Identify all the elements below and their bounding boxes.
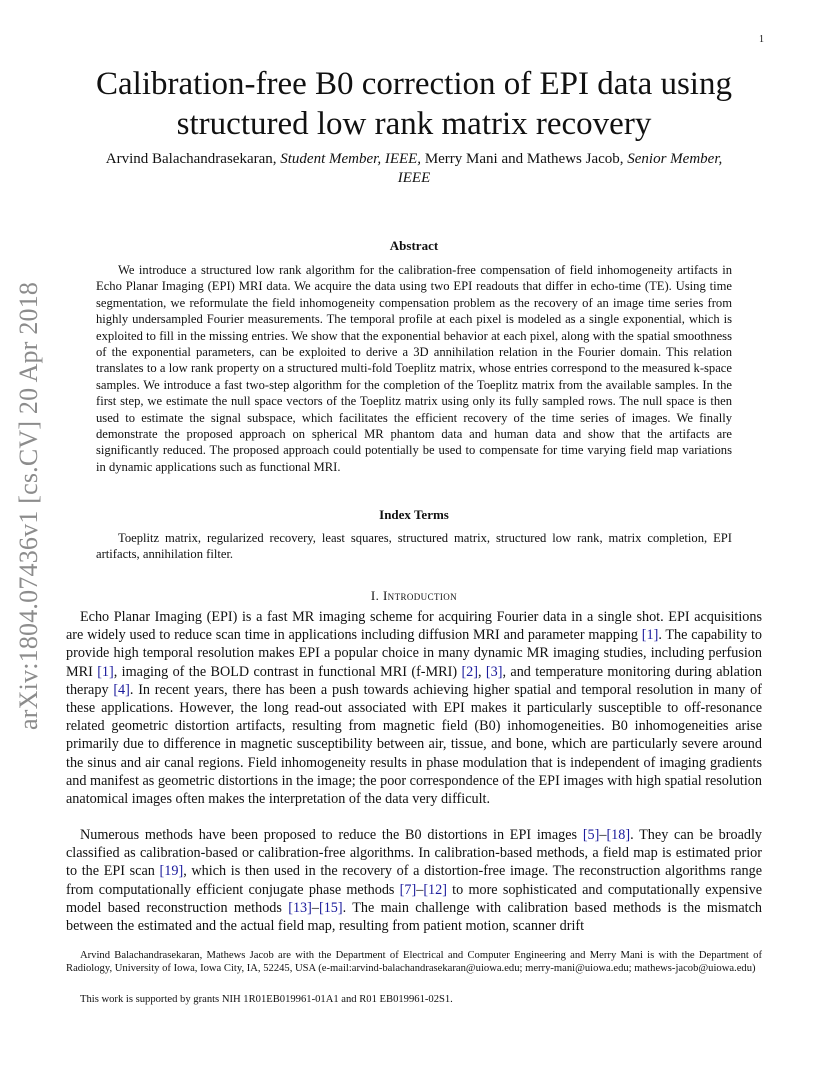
citation-link[interactable]: [5] <box>582 827 600 843</box>
citation-link[interactable]: [19] <box>159 863 184 880</box>
citation-link[interactable]: [4] <box>113 681 130 698</box>
paragraph-text: , imaging of the BOLD contrast in functional MRI (f-MRI) <box>113 663 462 680</box>
paragraph-text: – <box>311 899 319 916</box>
abstract-heading: Abstract <box>389 238 439 253</box>
section-number: I. <box>370 588 383 603</box>
citation-link[interactable]: [3] <box>485 663 503 680</box>
paragraph-text: . They can be broadly classified as calibration-based or calibration-free algorithms. In calibration-based methods, a field map is estimated prior to the EPI scan <box>66 827 762 880</box>
paper-title: Calibration-free B0 correction of EPI data using structured low rank matrix recovery <box>96 66 732 142</box>
author-name: Arvind Balachandrasekaran, <box>105 151 281 167</box>
paragraph-text: – <box>416 881 424 898</box>
section-heading-introduction <box>0 588 828 604</box>
intro-paragraph-2 <box>66 826 762 935</box>
funding-footnote: This work is supported by grants NIH 1R01EB019961-01A1 and R01 EB019961-02S1. <box>80 994 453 1005</box>
citation-link[interactable]: [1] <box>97 663 114 680</box>
author-line <box>96 150 732 188</box>
author-name: Merry Mani and Mathews Jacob, <box>421 151 628 167</box>
abstract-body: We introduce a structured low rank algorithm for the calibration-free compensation of field inhomogeneity artifacts in Echo Planar Imaging (EPI) MRI data. We acquire the data using two EPI readouts that differ in echo-time (TE). Using time segmentation, we reformulate the field inhomogeneity compensation problem as the recovery of an image time series from highly undersampled Fourier measurements. The temporal profile at each pixel is modeled as a single exponential, which is exploited to fill in the missing entries. We show that the exponential behavior at each pixel, along with the spatial smoothness of the exponential parameters, can be exploited to derive a 3D annihilation relation in the Fourier domain. This relation translates to a low rank property on a structured multi-fold Toeplitz matrix, whose entries correspond to the measured k-space samples. We introduce a fast two-step algorithm for the completion of the Toeplitz matrix from the available samples. In the first step, we estimate the null space vectors of the Toeplitz matrix using only its fully sampled rows. The null space is then used to estimate the signal subspace, which facilitates the efficient recovery of the time series of images. We finally demonstrate the proposed approach on spherical MR phantom data and human data and show that the artifacts are significantly reduced. The proposed approach could potentially be used to compensate for time varying field map variations in dynamic applications such as functional MRI. <box>96 263 732 474</box>
affiliation-footnote: Arvind Balachandrasekaran, Mathews Jacob are with the Department of Electrical and Computer Engineering and Merry Mani is with the Department of Radiology, University of Iowa, Iowa City, IA, 52245, USA (e-mail:arvind-balachandrasekaran@uiowa.edu; merry-mani@uiowa.edu; mathews-jacob@uiowa.edu) <box>66 950 762 975</box>
citation-link[interactable]: [15] <box>318 899 343 916</box>
paragraph-text: . The main challenge with calibration based methods is the mismatch between the estimated and the actual field map, resulting from patient motion, scanner drift <box>66 899 762 935</box>
paragraph-text: Numerous methods have been proposed to reduce the B0 distortions in EPI images <box>80 827 583 843</box>
citation-link[interactable]: [1] <box>641 627 659 644</box>
paragraph-text: , and temperature monitoring during ablation therapy <box>66 663 762 698</box>
citation-link[interactable]: [2] <box>461 663 478 680</box>
page-number: 1 <box>759 34 764 45</box>
index-terms-body: Toeplitz matrix, regularized recovery, least squares, structured matrix, structured low rank, matrix completion, EPI artifacts, annihilation filter. <box>96 531 732 562</box>
paragraph-text: Echo Planar Imaging (EPI) is a fast MR imaging scheme for acquiring Fourier data in a single shot. EPI acquisitions are widely used to reduce scan time in applications including diffusion MRI and parameter mapping <box>66 609 762 644</box>
paragraph-text: to more sophisticated and computationally expensive model based reconstruction methods <box>66 881 762 916</box>
author-role: Student Member, IEEE, <box>280 151 422 167</box>
paragraph-text: . The capability to provide high temporal resolution makes EPI a popular choice in many dynamic MR imaging studies, including perfusion MRI <box>66 627 762 680</box>
paragraph-text: , which is then used in the recovery of a distortion-free image. The reconstruction algorithms range from computationally efficient conjugate phase methods <box>66 863 762 898</box>
citation-link[interactable]: [18] <box>606 827 631 843</box>
citation-link[interactable]: [13] <box>288 899 312 916</box>
author-role: Senior Member, IEEE <box>397 151 723 186</box>
section-title: Introduction <box>382 588 458 603</box>
paragraph-text: . In recent years, there has been a push towards achieving higher spatial and temporal resolution in many of these applications. However, the long read-out associated with EPI makes it particularly susceptible to off-resonance related geometric distortion artifacts, resulting from magnetic field (B0) inhomogeneities. B0 inhomogeneities arise primarily due to difference in magnetic susceptibility between air, tissue, and bone, which are particularly severe around the sinus and air canal regions. Field inhomogeneity results in phase modulation that is independent of imaging gradients and manifest as geometric distortions in the image; the poor correspondence of the EPI images with high spatial resolution anatomical images often makes the interpretation of the data very difficult. <box>66 681 762 808</box>
citation-link[interactable]: [7] <box>399 881 417 898</box>
citation-link[interactable]: [12] <box>423 881 447 898</box>
index-terms-heading: Index Terms <box>379 507 449 522</box>
paragraph-text: – <box>599 827 607 843</box>
arxiv-identifier-stamp: arXiv:1804.07436v1 [cs.CV] 20 Apr 2018 <box>14 281 43 730</box>
intro-paragraph-1 <box>66 608 762 808</box>
paragraph-text: , <box>477 663 486 680</box>
